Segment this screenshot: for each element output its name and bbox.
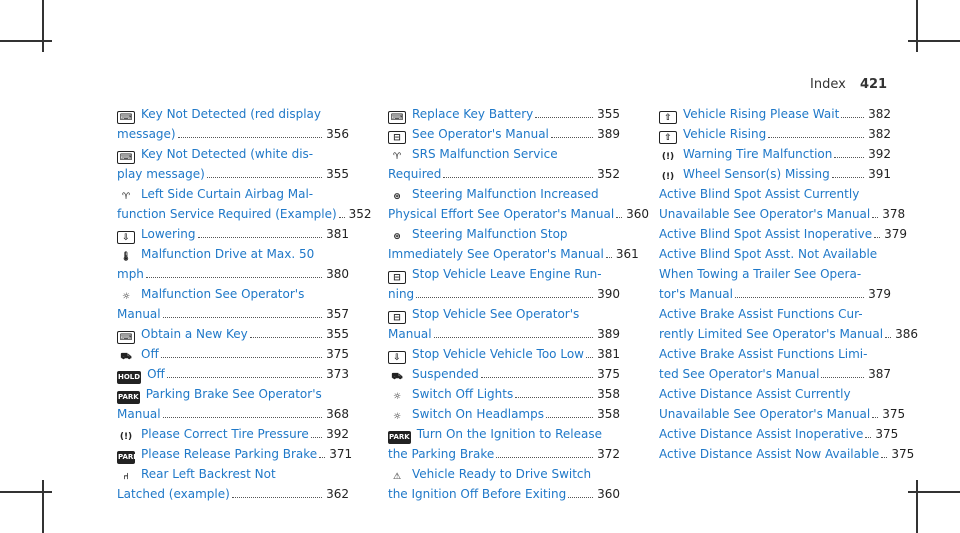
- crop-mark: [908, 491, 960, 493]
- index-entry[interactable]: [388, 264, 620, 304]
- leader-dots: [568, 497, 593, 498]
- leader-dots: [832, 177, 864, 178]
- index-entry[interactable]: [388, 404, 620, 424]
- index-entry[interactable]: [659, 444, 915, 464]
- index-entry[interactable]: [388, 104, 620, 124]
- page-number: 421: [859, 77, 888, 92]
- airbag-icon: ♈: [121, 192, 131, 202]
- index-entry-line: [388, 284, 620, 304]
- index-entry-text[interactable]: When Towing a Trailer See Opera-: [659, 267, 862, 281]
- index-entry-text[interactable]: rently Limited See Operator's Manual: [659, 327, 884, 341]
- page-header: [810, 77, 887, 92]
- index-entry-line: [117, 204, 372, 224]
- index-entry[interactable]: [659, 424, 899, 444]
- index-entry-line: [388, 364, 620, 384]
- light-icon: ☼: [392, 412, 402, 422]
- key-icon: ⌨: [117, 151, 135, 164]
- index-entry-text[interactable]: Rear Left Backrest Not: [141, 467, 276, 481]
- index-entry-line: [117, 324, 349, 344]
- index-entry-text[interactable]: Active Brake Assist Functions Cur-: [659, 307, 863, 321]
- index-entry-text[interactable]: Vehicle Rising Please Wait: [683, 107, 840, 121]
- page-reference[interactable]: 381: [326, 227, 349, 241]
- index-entry-line: [659, 264, 891, 284]
- index-entry-line: [388, 244, 639, 264]
- index-entry-line: [117, 364, 349, 384]
- page-reference[interactable]: 375: [875, 427, 899, 441]
- leader-dots: [735, 297, 864, 298]
- index-entry-text[interactable]: ted See Operator's Manual: [659, 367, 820, 381]
- index-entry-text[interactable]: ning: [388, 287, 415, 301]
- park-icon: PARK: [117, 391, 140, 404]
- key-battery-icon: ⌨: [388, 111, 406, 124]
- index-entry-text[interactable]: Malfunction Drive at Max. 50: [141, 247, 315, 261]
- leader-dots: [551, 137, 593, 138]
- index-entry-line: [659, 304, 891, 324]
- page-reference[interactable]: 362: [326, 487, 349, 501]
- index-entry-text[interactable]: Lowering: [141, 227, 196, 241]
- temperature-icon: 🌡: [120, 252, 132, 262]
- index-entry-text[interactable]: play message): [117, 167, 205, 181]
- index-entry[interactable]: [388, 184, 650, 224]
- page-reference[interactable]: 375: [597, 367, 620, 381]
- index-entry-text[interactable]: Switch On Headlamps: [412, 407, 544, 421]
- index-entry-text[interactable]: Key Not Detected (red display: [141, 107, 322, 121]
- index-entry-text[interactable]: Parking Brake See Operator's: [145, 387, 322, 401]
- leader-dots: [496, 457, 593, 458]
- page-reference[interactable]: 391: [868, 167, 891, 181]
- index-entry[interactable]: [388, 344, 620, 364]
- index-entry-text[interactable]: the Ignition Off Before Exiting: [388, 487, 567, 501]
- index-entry[interactable]: [117, 424, 349, 444]
- index-entry-line: [117, 244, 349, 264]
- park-icon: PARK: [388, 431, 411, 444]
- leader-dots: [146, 277, 322, 278]
- page-reference[interactable]: 379: [868, 287, 891, 301]
- index-entry-line: [388, 384, 620, 404]
- page-reference[interactable]: 381: [597, 347, 620, 361]
- page-reference[interactable]: 352: [597, 167, 620, 181]
- leader-dots: [232, 497, 322, 498]
- index-entry-text[interactable]: SRS Malfunction Service: [412, 147, 558, 161]
- index-entry-line: [117, 124, 349, 144]
- index-entry-line: [388, 164, 620, 184]
- page-reference[interactable]: 390: [597, 287, 620, 301]
- index-entry-text[interactable]: the Parking Brake: [388, 447, 495, 461]
- index-entry[interactable]: [117, 364, 349, 384]
- vehicle-info-icon: ⊟: [388, 271, 406, 284]
- index-entry-line: [659, 244, 891, 264]
- page-reference[interactable]: 357: [326, 307, 349, 321]
- index-entry-text[interactable]: Stop Vehicle Vehicle Too Low: [412, 347, 584, 361]
- page-reference[interactable]: 392: [326, 427, 349, 441]
- index-column-3: [659, 104, 918, 464]
- index-entry-text[interactable]: Malfunction See Operator's: [141, 287, 305, 301]
- index-entry[interactable]: [117, 384, 349, 424]
- page-reference[interactable]: 372: [597, 447, 620, 461]
- index-entry[interactable]: [659, 104, 891, 124]
- index-entry[interactable]: [117, 324, 349, 344]
- index-entry-text[interactable]: Active Blind Spot Assist Currently: [659, 187, 860, 201]
- page-reference[interactable]: 371: [329, 447, 353, 461]
- index-entry-text[interactable]: Physical Effort See Operator's Manual: [388, 207, 615, 221]
- index-entry-line: [117, 444, 353, 464]
- index-entry-text[interactable]: Warning Tire Malfunction: [683, 147, 833, 161]
- warning-triangle-icon: ⚠: [392, 472, 402, 482]
- index-entry-text[interactable]: Stop Vehicle Leave Engine Run-: [412, 267, 602, 281]
- index-entry-text[interactable]: Left Side Curtain Airbag Mal-: [141, 187, 314, 201]
- index-entry[interactable]: [117, 284, 349, 324]
- index-entry-text[interactable]: message): [117, 127, 176, 141]
- index-entry-text[interactable]: Manual: [117, 307, 161, 321]
- index-entry-line: [388, 104, 620, 124]
- page-reference[interactable]: 358: [597, 387, 620, 401]
- index-entry-text[interactable]: Manual: [388, 327, 432, 341]
- vehicle-info-icon: ⊟: [388, 311, 406, 324]
- leader-dots: [178, 137, 322, 138]
- light-icon: ☼: [392, 392, 402, 402]
- index-entry-text[interactable]: Active Distance Assist Currently: [659, 387, 851, 401]
- index-entry-line: [388, 224, 620, 244]
- car-rising-icon: ⇧: [659, 111, 677, 124]
- index-entry-line: [117, 464, 349, 484]
- index-entry-line: [117, 484, 349, 504]
- leader-dots: [163, 317, 322, 318]
- page-reference[interactable]: 355: [597, 107, 620, 121]
- index-entry[interactable]: [117, 444, 353, 464]
- index-column-1: [117, 104, 372, 504]
- index-entry-text[interactable]: Stop Vehicle See Operator's: [412, 307, 580, 321]
- index-entry-line: [388, 144, 620, 164]
- index-entry-text[interactable]: tor's Manual: [659, 287, 733, 301]
- leader-dots: [161, 357, 322, 358]
- index-entry-text[interactable]: Please Release Parking Brake: [141, 447, 318, 461]
- index-entry-text[interactable]: Vehicle Rising: [683, 127, 767, 141]
- leader-dots: [443, 177, 593, 178]
- index-entry[interactable]: [117, 184, 372, 224]
- index-entry-line: [659, 404, 906, 424]
- key-icon: ⌨: [117, 111, 135, 124]
- seat-backrest-icon: ⑁: [123, 472, 129, 482]
- index-entry-text[interactable]: Key Not Detected (white dis-: [141, 147, 314, 161]
- index-entry-text[interactable]: Manual: [117, 407, 161, 421]
- crop-mark: [916, 0, 918, 52]
- leader-dots: [250, 337, 322, 338]
- page-reference[interactable]: 379: [884, 227, 907, 241]
- index-entry[interactable]: [388, 304, 620, 344]
- page-reference[interactable]: 355: [326, 327, 349, 341]
- page-reference[interactable]: 375: [882, 407, 906, 421]
- index-entry-line: [117, 264, 349, 284]
- index-entry[interactable]: [388, 124, 620, 144]
- index-entry-text[interactable]: Unavailable See Operator's Manual: [659, 407, 871, 421]
- leader-dots: [872, 217, 878, 218]
- index-entry-line: [388, 484, 620, 504]
- index-entry-line: [659, 344, 891, 364]
- index-entry-line: [659, 144, 891, 164]
- leader-dots: [885, 337, 891, 338]
- index-entry-text[interactable]: Switch Off Lights: [412, 387, 514, 401]
- index-entry-text[interactable]: See Operator's Manual: [412, 127, 549, 141]
- index-entry-text[interactable]: Vehicle Ready to Drive Switch: [412, 467, 592, 481]
- leader-dots: [606, 257, 612, 258]
- page-reference[interactable]: 358: [597, 407, 620, 421]
- page-reference[interactable]: 352: [348, 207, 372, 221]
- index-entry-line: [388, 204, 650, 224]
- leader-dots: [515, 397, 593, 398]
- index-entry[interactable]: [388, 144, 620, 184]
- crop-mark: [42, 480, 44, 533]
- index-entry[interactable]: [388, 364, 620, 384]
- page-reference[interactable]: 382: [868, 127, 891, 141]
- page-reference[interactable]: 382: [868, 107, 891, 121]
- leader-dots: [834, 157, 864, 158]
- index-entry[interactable]: [659, 224, 907, 244]
- leader-dots: [616, 217, 622, 218]
- index-entry-line: [117, 224, 349, 244]
- page-reference[interactable]: 355: [326, 167, 349, 181]
- page-reference[interactable]: 368: [326, 407, 349, 421]
- index-entry-text[interactable]: Turn On the Ignition to Release: [416, 427, 603, 441]
- leader-dots: [874, 237, 880, 238]
- index-entry[interactable]: [659, 244, 891, 304]
- leader-dots: [207, 177, 322, 178]
- distance-assist-icon: ⛟: [391, 372, 403, 382]
- index-entry-text[interactable]: Please Correct Tire Pressure: [141, 427, 309, 441]
- index-entry-line: [117, 344, 349, 364]
- steering-icon: ⊛: [393, 232, 401, 242]
- steering-icon: ⊛: [393, 192, 401, 202]
- page-reference[interactable]: 375: [891, 447, 915, 461]
- index-entry-text[interactable]: Off: [141, 347, 159, 361]
- index-entry-text[interactable]: Suspended: [412, 367, 479, 381]
- page-reference[interactable]: 378: [882, 207, 906, 221]
- index-entry-line: [659, 184, 891, 204]
- page-reference[interactable]: 375: [326, 347, 349, 361]
- index-entry-text[interactable]: Unavailable See Operator's Manual: [659, 207, 871, 221]
- page-reference[interactable]: 373: [326, 367, 349, 381]
- index-entry-text[interactable]: Off: [147, 367, 165, 381]
- page-reference[interactable]: 380: [326, 267, 349, 281]
- leader-dots: [416, 297, 593, 298]
- index-entry-text[interactable]: Active Blind Spot Assist Inoperative: [659, 227, 873, 241]
- index-entry[interactable]: [388, 384, 620, 404]
- index-entry-line: [388, 344, 620, 364]
- page-reference[interactable]: 361: [615, 247, 639, 261]
- leader-dots: [198, 237, 323, 238]
- index-entry[interactable]: [388, 424, 620, 464]
- tire-pressure-icon: (!): [661, 152, 675, 162]
- car-rising-icon: ⇧: [659, 131, 677, 144]
- index-entry[interactable]: [117, 144, 349, 184]
- index-entry-line: [117, 284, 349, 304]
- index-entry-line: [388, 464, 620, 484]
- index-entry[interactable]: [117, 344, 349, 364]
- light-icon: ☼: [121, 292, 131, 302]
- leader-dots: [881, 457, 887, 458]
- index-entry-line: [388, 264, 620, 284]
- index-entry[interactable]: [659, 344, 891, 384]
- index-entry-line: [659, 224, 907, 244]
- leader-dots: [872, 417, 878, 418]
- index-column-2: [388, 104, 650, 504]
- leader-dots: [163, 417, 322, 418]
- index-entry-line: [117, 404, 349, 424]
- page-reference[interactable]: 360: [626, 207, 650, 221]
- crop-mark: [0, 491, 52, 493]
- airbag-icon: ♈: [392, 152, 402, 162]
- index-entry[interactable]: [659, 124, 891, 144]
- leader-dots: [434, 337, 593, 338]
- index-entry-line: [388, 424, 620, 444]
- page-reference[interactable]: 389: [597, 127, 620, 141]
- index-entry-line: [659, 204, 906, 224]
- index-entry-line: [659, 284, 891, 304]
- index-entry-text[interactable]: Wheel Sensor(s) Missing: [683, 167, 830, 181]
- index-entry-line: [388, 184, 620, 204]
- index-entry[interactable]: [117, 464, 349, 504]
- index-entry-line: [117, 424, 349, 444]
- index-entry[interactable]: [659, 144, 891, 164]
- car-lowering-icon: ⇩: [388, 351, 406, 364]
- key-icon: ⌨: [117, 331, 135, 344]
- index-entry-line: [117, 164, 349, 184]
- index-entry[interactable]: [659, 304, 918, 344]
- index-entry-text[interactable]: Immediately See Operator's Manual: [388, 247, 604, 261]
- crop-mark: [42, 0, 44, 52]
- leader-dots: [546, 417, 593, 418]
- index-entry-line: [388, 404, 620, 424]
- index-entry-line: [659, 124, 891, 144]
- leader-dots: [841, 117, 864, 118]
- car-lowering-icon: ⇩: [117, 231, 135, 244]
- index-entry[interactable]: [659, 164, 891, 184]
- leader-dots: [821, 377, 864, 378]
- crop-mark: [908, 40, 960, 42]
- page-reference[interactable]: 389: [597, 327, 620, 341]
- index-entry-line: [659, 104, 891, 124]
- park-icon: PARK: [117, 451, 135, 464]
- index-entry[interactable]: [388, 464, 620, 504]
- page-reference[interactable]: 356: [326, 127, 349, 141]
- index-entry-line: [659, 444, 915, 464]
- page-reference[interactable]: 387: [868, 367, 891, 381]
- index-entry-line: [388, 324, 620, 344]
- index-entry-line: [659, 384, 891, 404]
- leader-dots: [535, 117, 593, 118]
- index-entry-text[interactable]: Steering Malfunction Stop: [412, 227, 568, 241]
- index-entry-text[interactable]: Obtain a New Key: [141, 327, 248, 341]
- index-entry-line: [117, 144, 349, 164]
- index-entry-text[interactable]: Latched (example): [117, 487, 230, 501]
- index-entry-line: [659, 324, 918, 344]
- distance-assist-icon: ⛟: [120, 352, 132, 362]
- page-reference[interactable]: 360: [597, 487, 620, 501]
- index-entry[interactable]: [659, 384, 906, 424]
- leader-dots: [481, 377, 593, 378]
- index-entry[interactable]: [117, 244, 349, 284]
- leader-dots: [167, 377, 322, 378]
- index-entry-text[interactable]: mph: [117, 267, 144, 281]
- index-entry-line: [388, 444, 620, 464]
- index-entry-line: [659, 364, 891, 384]
- index-entry-line: [388, 304, 620, 324]
- index-entry-line: [117, 104, 349, 124]
- tire-pressure-icon: (!): [119, 432, 133, 442]
- index-entry-line: [117, 184, 349, 204]
- crop-mark: [916, 480, 918, 533]
- crop-mark: [0, 40, 52, 42]
- leader-dots: [339, 217, 345, 218]
- index-entry-line: [659, 424, 899, 444]
- index-entry[interactable]: [117, 104, 349, 144]
- index-entry-text[interactable]: Active Brake Assist Functions Limi-: [659, 347, 868, 361]
- index-entry-text[interactable]: Steering Malfunction Increased: [412, 187, 599, 201]
- page-reference[interactable]: 386: [895, 327, 918, 341]
- leader-dots: [586, 357, 593, 358]
- index-entry[interactable]: [659, 184, 906, 224]
- leader-dots: [319, 457, 325, 458]
- index-entry-text[interactable]: Replace Key Battery: [412, 107, 534, 121]
- index-entry-line: [117, 304, 349, 324]
- tire-pressure-icon: (!): [661, 172, 675, 182]
- index-entry[interactable]: [388, 224, 639, 264]
- index-entry-line: [117, 384, 349, 404]
- index-entry-text[interactable]: Active Distance Assist Now Available: [659, 447, 880, 461]
- index-entry-text[interactable]: function Service Required (Example): [117, 207, 337, 221]
- index-entry[interactable]: [117, 224, 349, 244]
- page-reference[interactable]: 392: [868, 147, 891, 161]
- index-entry-text[interactable]: Active Blind Spot Asst. Not Available: [659, 247, 878, 261]
- leader-dots: [865, 437, 871, 438]
- index-entry-line: [659, 164, 891, 184]
- hold-icon: HOLD: [117, 371, 141, 384]
- section-title: Index: [810, 77, 846, 92]
- leader-dots: [311, 437, 322, 438]
- index-entry-text[interactable]: Active Distance Assist Inoperative: [659, 427, 864, 441]
- index-entry-line: [388, 124, 620, 144]
- vehicle-info-icon: ⊟: [388, 131, 406, 144]
- index-entry-text[interactable]: Required: [388, 167, 442, 181]
- leader-dots: [768, 137, 864, 138]
